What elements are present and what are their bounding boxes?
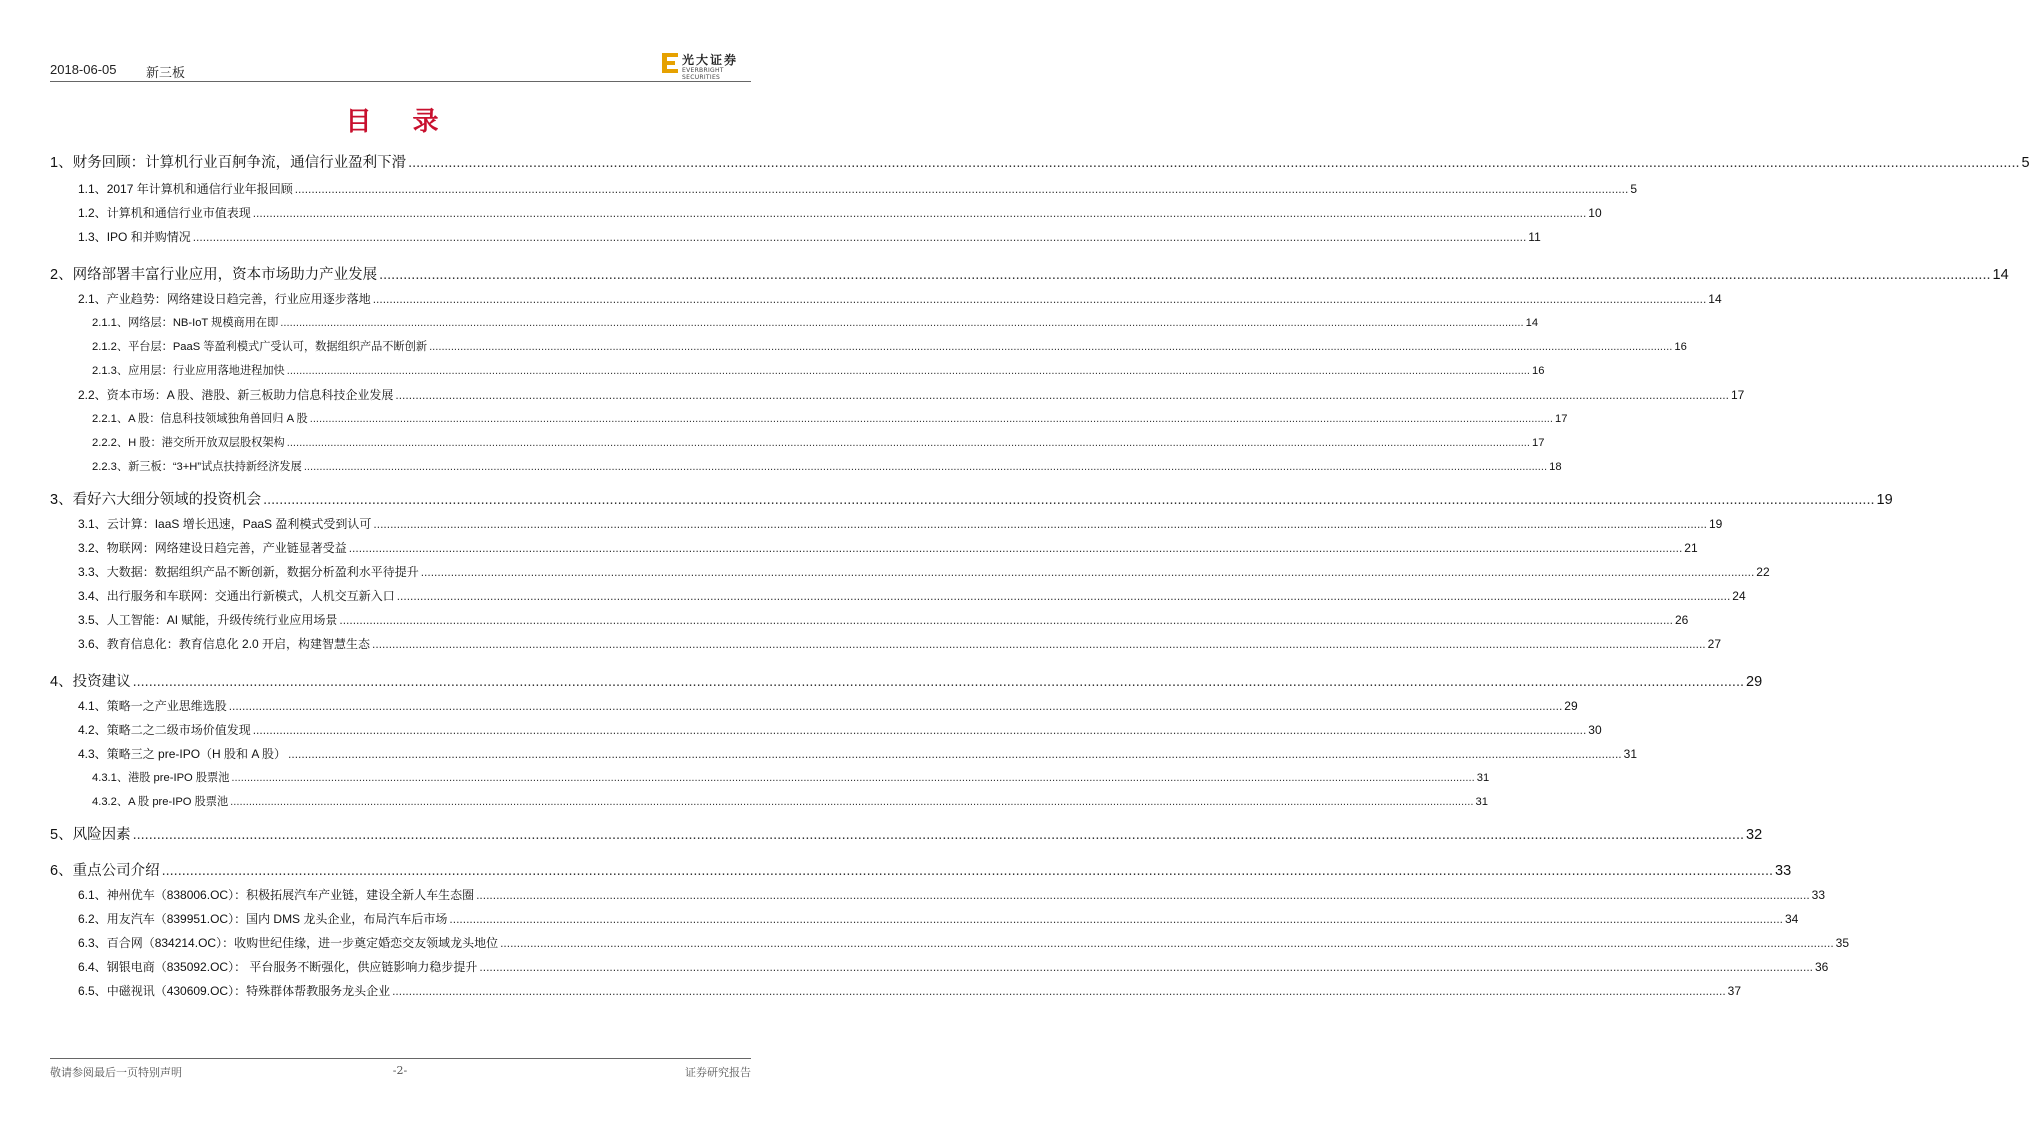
- toc-leader-dots: ................................................................................................................................................................................................................................................................................................................................................................................................................: [192, 230, 1527, 244]
- toc-entry-number: 4.2、: [78, 723, 107, 737]
- header-rule: [50, 81, 751, 82]
- toc-entry-number: 3.3、: [78, 565, 107, 579]
- toc-entry[interactable]: [92, 793, 1488, 809]
- toc-entry-page: 21: [1684, 541, 1698, 555]
- toc-entry-title: 中磁视讯（430609.OC）：特殊群体帮教服务龙头企业: [106, 984, 391, 998]
- toc-entry-number: 6.1、: [78, 888, 107, 902]
- toc-entry-title: 策略二之二级市场价值发现: [106, 723, 251, 737]
- footer-report-type: 证券研究报告: [685, 1066, 751, 1079]
- footer-rule: [50, 1058, 751, 1059]
- toc-entry-title: 钢银电商（835092.OC）： 平台服务不断强化，供应链影响力稳步提升: [106, 960, 478, 974]
- toc-entry[interactable]: [50, 151, 2030, 172]
- toc-entry-page: 14: [1525, 317, 1539, 329]
- toc-entry-title: 风险因素: [72, 827, 131, 843]
- toc-leader-dots: ................................................................................................................................................................................................................................................................................................................................................................................................................: [408, 155, 2020, 171]
- toc-entry[interactable]: [78, 563, 1770, 580]
- toc-entry[interactable]: [78, 515, 1723, 532]
- toc-entry-page: 35: [1835, 936, 1850, 950]
- toc-entry-title: 计算机和通信行业市值表现: [106, 206, 251, 220]
- toc-entry-number: 3.5、: [78, 613, 107, 627]
- toc-leader-dots: ................................................................................................................................................................................................................................................................................................................................................................................................................: [280, 317, 1524, 329]
- toc-entry-title: 财务回顾：计算机行业百舸争流，通信行业盈利下滑: [72, 155, 407, 171]
- toc-entry-number: 5、: [50, 827, 73, 843]
- toc-entry[interactable]: [50, 859, 1792, 880]
- toc-entry-page: 29: [1746, 674, 1763, 690]
- toc-entry-title: 策略一之产业思维选股: [106, 699, 227, 713]
- toc-leader-dots: ................................................................................................................................................................................................................................................................................................................................................................................................................: [479, 960, 1813, 974]
- toc-entry-number: 6.2、: [78, 912, 107, 926]
- toc-entry-number: 3.4、: [78, 589, 107, 603]
- toc-entry-title: 云计算：IaaS 增长迅速，PaaS 盈利模式受到认可: [106, 517, 372, 531]
- toc-entry-number: 2、: [50, 267, 73, 283]
- toc-entry-number: 6.4、: [78, 960, 107, 974]
- toc-entry-number: 3.6、: [78, 637, 107, 651]
- toc-entry-number: 1、: [50, 155, 73, 171]
- toc-entry[interactable]: [92, 458, 1562, 474]
- toc-entry-page: 19: [1876, 492, 1893, 508]
- toc-entry-number: 6.5、: [78, 984, 107, 998]
- toc-entry-title: 策略三之 pre-IPO（H 股和 A 股）: [106, 747, 287, 761]
- toc-entry-number: 2.1.3、: [92, 365, 129, 377]
- toc-entry-page: 16: [1532, 365, 1545, 377]
- toc-entry-title: 港股 pre-IPO 股票池: [128, 772, 230, 784]
- toc-entry[interactable]: [78, 697, 1578, 714]
- toc-entry-page: 29: [1564, 699, 1578, 713]
- header-date: 2018-06-05: [50, 62, 117, 77]
- toc-leader-dots: ................................................................................................................................................................................................................................................................................................................................................................................................................: [420, 565, 1755, 579]
- toc-leader-dots: ................................................................................................................................................................................................................................................................................................................................................................................................................: [348, 541, 1683, 555]
- toc-entry[interactable]: [78, 611, 1689, 628]
- toc-leader-dots: ................................................................................................................................................................................................................................................................................................................................................................................................................: [373, 517, 1707, 531]
- toc-entry-title: 重点公司介绍: [72, 863, 160, 879]
- toc-entry[interactable]: [78, 290, 1722, 307]
- toc-entry-title: 平台层：PaaS 等盈利模式广受认可，数据组织产品不断创新: [128, 341, 428, 353]
- toc-entry[interactable]: [78, 228, 1541, 245]
- toc-leader-dots: ................................................................................................................................................................................................................................................................................................................................................................................................................: [379, 267, 1991, 283]
- toc-entry-page: 16: [1674, 341, 1687, 353]
- toc-entry-number: 4.3.1、: [92, 772, 129, 784]
- header-section: 新三板: [146, 65, 186, 80]
- toc-entry-page: 24: [1732, 589, 1746, 603]
- toc-entry[interactable]: [92, 434, 1545, 450]
- toc-entry-title: A 股 pre-IPO 股票池: [128, 796, 229, 808]
- toc-entry-number: 4、: [50, 674, 73, 690]
- toc-entry-page: 33: [1811, 888, 1826, 902]
- toc-entry[interactable]: [78, 721, 1602, 738]
- toc-entry-page: 33: [1775, 863, 1792, 879]
- toc-entry-title: 产业趋势：网络建设日趋完善，行业应用逐步落地: [106, 292, 371, 306]
- toc-leader-dots: ................................................................................................................................................................................................................................................................................................................................................................................................................: [252, 206, 1587, 220]
- toc-entry[interactable]: [78, 204, 1602, 221]
- toc-entry[interactable]: [78, 587, 1746, 604]
- toc-leader-dots: ................................................................................................................................................................................................................................................................................................................................................................................................................: [231, 772, 1475, 784]
- toc-leader-dots: ................................................................................................................................................................................................................................................................................................................................................................................................................: [252, 723, 1587, 737]
- toc-entry-page: 34: [1785, 912, 1799, 926]
- toc-entry-title: 新三板：“3+H”试点扶持新经济发展: [128, 461, 302, 473]
- toc-entry[interactable]: [92, 362, 1545, 378]
- toc-entry-title: 出行服务和车联网：交通出行新模式，人机交互新入口: [106, 589, 395, 603]
- toc-entry-number: 1.3、: [78, 230, 107, 244]
- toc-entry[interactable]: [92, 769, 1490, 785]
- toc-leader-dots: ................................................................................................................................................................................................................................................................................................................................................................................................................: [395, 388, 1729, 402]
- toc-entry-number: 1.2、: [78, 206, 107, 220]
- toc-entry-number: 4.3、: [78, 747, 107, 761]
- page-number: -2-: [392, 1064, 408, 1077]
- toc-entry[interactable]: [92, 338, 1687, 354]
- toc-entry-page: 14: [1708, 292, 1722, 306]
- toc-entry-number: 2.2.2、: [92, 437, 129, 449]
- toc-entry[interactable]: [78, 539, 1698, 556]
- toc-entry[interactable]: [78, 982, 1742, 999]
- toc-entry-page: 22: [1756, 565, 1770, 579]
- toc-leader-dots: ................................................................................................................................................................................................................................................................................................................................................................................................................: [396, 589, 1731, 603]
- toc-entry-number: 3、: [50, 492, 73, 508]
- toc-leader-dots: ................................................................................................................................................................................................................................................................................................................................................................................................................: [449, 912, 1783, 926]
- toc-entry-page: 14: [1992, 267, 2009, 283]
- toc-entry-page: 17: [1730, 388, 1745, 402]
- toc-entry[interactable]: [78, 386, 1745, 403]
- toc-leader-dots: ................................................................................................................................................................................................................................................................................................................................................................................................................: [286, 365, 1531, 377]
- toc-entry-title: 网络层：NB-IoT 规模商用在即: [128, 317, 279, 329]
- toc-leader-dots: ................................................................................................................................................................................................................................................................................................................................................................................................................: [286, 437, 1531, 449]
- toc-entry-number: 2.2.1、: [92, 413, 129, 425]
- toc-entry-page: 5: [1630, 182, 1637, 196]
- toc-entry-number: 3.2、: [78, 541, 107, 555]
- toc-entry[interactable]: [50, 823, 1763, 844]
- toc-entry-page: 31: [1476, 772, 1490, 784]
- toc-entry-page: 30: [1588, 723, 1602, 737]
- toc-entry-title: IPO 和并购情况: [106, 230, 191, 244]
- toc-entry-page: 18: [1549, 461, 1562, 473]
- toc-entry-title: 大数据：数据组织产品不断创新，数据分析盈利水平待提升: [106, 565, 419, 579]
- toc-entry-title: 物联网：网络建设日趋完善，产业链显著受益: [106, 541, 347, 555]
- toc-entry-title: 资本市场：A 股、港股、新三板助力信息科技企业发展: [106, 388, 394, 402]
- toc-entry[interactable]: [50, 263, 2009, 284]
- toc-entry-title: A 股：信息科技领域独角兽回归 A 股: [128, 413, 308, 425]
- toc-leader-dots: ................................................................................................................................................................................................................................................................................................................................................................................................................: [339, 613, 1673, 627]
- toc-entry-number: 2.2.3、: [92, 461, 129, 473]
- toc-entry[interactable]: [78, 180, 1637, 197]
- toc-entry-title: 人工智能：AI 赋能，升级传统行业应用场景: [106, 613, 338, 627]
- toc-leader-dots: ................................................................................................................................................................................................................................................................................................................................................................................................................: [476, 888, 1810, 902]
- toc-entry-page: 17: [1532, 437, 1545, 449]
- toc-leader-dots: ................................................................................................................................................................................................................................................................................................................................................................................................................: [303, 461, 1548, 473]
- toc-entry-number: 2.2、: [78, 388, 107, 402]
- toc-leader-dots: ................................................................................................................................................................................................................................................................................................................................................................................................................: [132, 827, 1745, 843]
- toc-entry-page: 36: [1815, 960, 1829, 974]
- toc-entry-title: 网络部署丰富行业应用，资本市场助力产业发展: [72, 267, 378, 283]
- footer-disclaimer: 敬请参阅最后一页特别声明: [50, 1066, 182, 1079]
- toc-leader-dots: ................................................................................................................................................................................................................................................................................................................................................................................................................: [288, 747, 1622, 761]
- toc-entry-page: 10: [1588, 206, 1602, 220]
- toc-entry-page: 17: [1555, 413, 1568, 425]
- toc-entry-title: H 股：港交所开放双层股权架构: [128, 437, 285, 449]
- toc-entry-page: 26: [1674, 613, 1689, 627]
- toc-entry[interactable]: [50, 488, 1893, 509]
- toc-entry-number: 2.1、: [78, 292, 107, 306]
- toc-entry-title: 用友汽车（839951.OC）：国内 DMS 龙头企业，布局汽车后市场: [106, 912, 448, 926]
- toc-entry-page: 27: [1707, 637, 1721, 651]
- toc-leader-dots: ................................................................................................................................................................................................................................................................................................................................................................................................................: [372, 637, 1706, 651]
- toc-entry-title: 神州优车（838006.OC）：积极拓展汽车产业链，建设全新人车生态圈: [106, 888, 475, 902]
- toc-entry-page: 31: [1623, 747, 1637, 761]
- toc-entry[interactable]: [78, 958, 1829, 975]
- toc-entry-title: 投资建议: [72, 674, 131, 690]
- toc-entry-page: 32: [1746, 827, 1763, 843]
- toc-leader-dots: ................................................................................................................................................................................................................................................................................................................................................................................................................: [263, 492, 1875, 508]
- toc-entry-number: 3.1、: [78, 517, 107, 531]
- toc-entry-page: 37: [1727, 984, 1742, 998]
- toc-entry-number: 1.1、: [78, 182, 107, 196]
- toc-entry-title: 百合网（834214.OC）：收购世纪佳缘，进一步奠定婚恋交友领域龙头地位: [106, 936, 499, 950]
- toc-entry[interactable]: [78, 745, 1637, 762]
- logo-text-en: EVERBRIGHT SECURITIES: [682, 67, 724, 81]
- toc-entry-number: 6、: [50, 863, 73, 879]
- toc-entry-page: 11: [1528, 230, 1541, 244]
- toc-entry-title: 教育信息化：教育信息化 2.0 开启，构建智慧生态: [106, 637, 371, 651]
- toc-leader-dots: ................................................................................................................................................................................................................................................................................................................................................................................................................: [429, 341, 1673, 353]
- toc-leader-dots: ................................................................................................................................................................................................................................................................................................................................................................................................................: [372, 292, 1707, 306]
- company-logo: [662, 51, 762, 79]
- toc-entry[interactable]: [92, 410, 1568, 426]
- toc-leader-dots: ................................................................................................................................................................................................................................................................................................................................................................................................................: [392, 984, 1726, 998]
- toc-leader-dots: ................................................................................................................................................................................................................................................................................................................................................................................................................: [500, 936, 1834, 950]
- toc-entry-number: 4.1、: [78, 699, 107, 713]
- toc-entry[interactable]: [78, 910, 1799, 927]
- logo-text-cn: 光大证券: [682, 53, 739, 67]
- toc-entry-page: 5: [2021, 155, 2030, 171]
- toc-entry[interactable]: [78, 886, 1826, 903]
- toc-leader-dots: ................................................................................................................................................................................................................................................................................................................................................................................................................: [294, 182, 1629, 196]
- toc-leader-dots: ................................................................................................................................................................................................................................................................................................................................................................................................................: [228, 699, 1563, 713]
- toc-leader-dots: ................................................................................................................................................................................................................................................................................................................................................................................................................: [132, 674, 1745, 690]
- toc-entry-number: 4.3.2、: [92, 796, 129, 808]
- page-title: 目 录: [345, 107, 455, 137]
- toc-entry-title: 2017 年计算机和通信行业年报回顾: [106, 182, 293, 196]
- toc-entry-number: 2.1.1、: [92, 317, 129, 329]
- toc-entry[interactable]: [78, 635, 1721, 652]
- toc-entry-title: 看好六大细分领域的投资机会: [72, 492, 262, 508]
- toc-entry[interactable]: [92, 314, 1539, 330]
- toc-entry-title: 应用层：行业应用落地进程加快: [128, 365, 285, 377]
- toc-entry-page: 19: [1709, 517, 1723, 531]
- toc-entry-number: 6.3、: [78, 936, 107, 950]
- toc-leader-dots: ................................................................................................................................................................................................................................................................................................................................................................................................................: [230, 796, 1474, 808]
- toc-entry-number: 2.1.2、: [92, 341, 129, 353]
- toc-leader-dots: ................................................................................................................................................................................................................................................................................................................................................................................................................: [161, 863, 1774, 879]
- toc-entry[interactable]: [78, 934, 1850, 951]
- logo-icon: [662, 53, 678, 73]
- toc-entry[interactable]: [50, 670, 1763, 691]
- toc-entry-page: 31: [1475, 796, 1488, 808]
- toc-leader-dots: ................................................................................................................................................................................................................................................................................................................................................................................................................: [309, 413, 1554, 425]
